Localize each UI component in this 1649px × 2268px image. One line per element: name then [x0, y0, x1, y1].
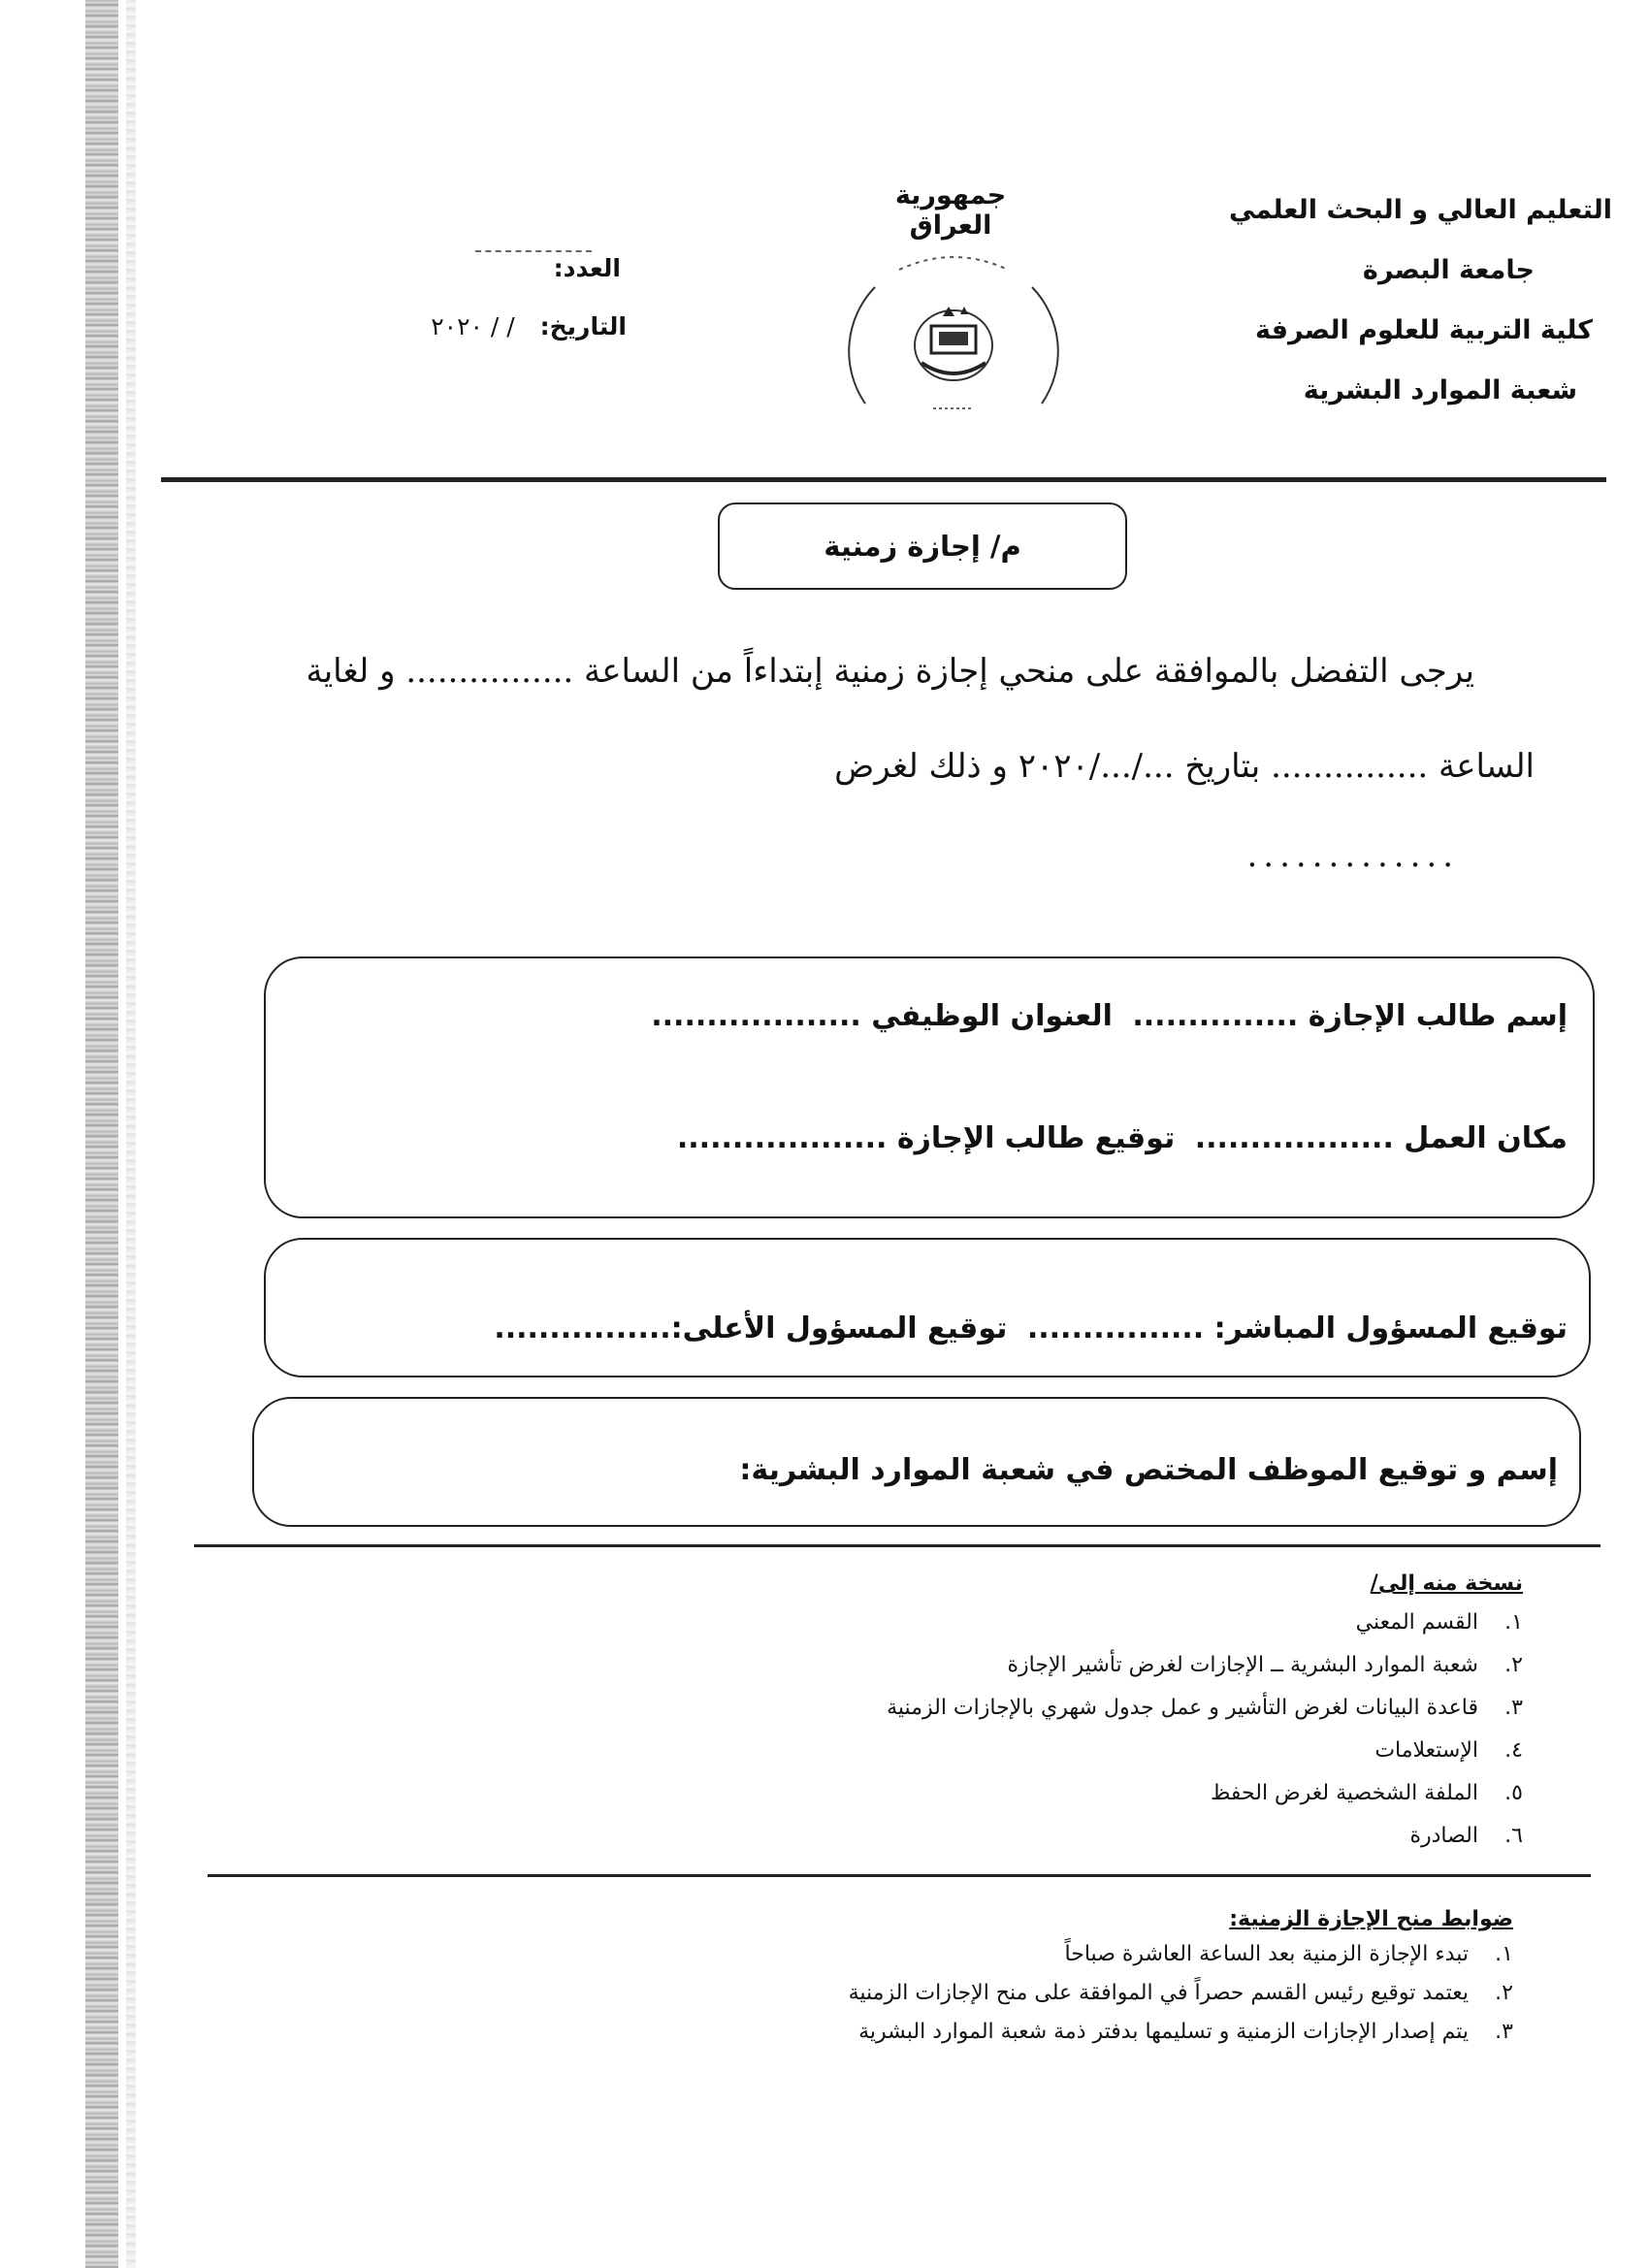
supervisor-row: [287, 1312, 1568, 1345]
applicant-row-2: [287, 1121, 1568, 1155]
direct-supervisor-signature-field[interactable]: توقيع المسؤول المباشر: ................: [1026, 1312, 1568, 1345]
section-divider: [194, 1544, 1600, 1547]
university-seal-logo: [846, 248, 1061, 419]
rules-divider: [208, 1874, 1591, 1877]
applicant-name-field[interactable]: إسم طالب الإجازة ...............: [1132, 999, 1568, 1033]
ministry-header: [1069, 180, 1612, 421]
applicant-box: [264, 956, 1595, 1218]
date-label: التاريخ:: [539, 312, 627, 340]
date-row: [384, 312, 627, 340]
applicant-row-1: [287, 999, 1568, 1033]
header-divider: [161, 477, 1606, 482]
list-item: ١.تبدء الإجازة الزمنية بعد الساعة العاشرة صباحاً: [1064, 1942, 1513, 1966]
list-item: ٣.قاعدة البيانات لغرض التأشير و عمل جدول شهري بالإجازات الزمنية: [887, 1696, 1523, 1720]
applicant-signature-field[interactable]: توقيع طالب الإجازة ...................: [676, 1121, 1176, 1155]
hr-signature-field[interactable]: إسم و توقيع الموظف المختص في شعبة الموارد البشرية:: [739, 1453, 1558, 1487]
supervisor-box: [264, 1238, 1591, 1377]
college-line: كلية التربية للعلوم الصرفة: [1254, 315, 1593, 345]
form-title: م/ إجازة زمنية: [718, 502, 1127, 590]
date-value: / / ٢٠٢٠: [431, 312, 515, 340]
hr-box: [252, 1397, 1581, 1527]
rules-section: [640, 1907, 1513, 2052]
list-item: ٦.الصادرة: [1409, 1824, 1523, 1848]
university-line: جامعة البصرة: [1362, 255, 1535, 285]
scan-edge-shadow: [85, 0, 118, 2268]
workplace-field[interactable]: مكان العمل ..................: [1194, 1121, 1568, 1155]
list-item: ٥.الملفة الشخصية لغرض الحفظ: [1211, 1781, 1523, 1805]
ministry-line: التعليم العالي و البحث العلمي: [1228, 195, 1612, 225]
higher-supervisor-signature-field[interactable]: توقيع المسؤول الأعلى:................: [494, 1312, 1008, 1345]
rules-heading: ضوابط منح الإجازة الزمنية:: [1229, 1907, 1513, 1931]
request-line-1: يرجى التفضل بالموافقة على منحي إجازة زمنية إبتداءاً من الساعة ................ و لغاية: [306, 652, 1474, 691]
copies-section: [650, 1571, 1523, 1858]
list-item: ١.القسم المعني: [1355, 1610, 1523, 1635]
scan-edge-shadow-inner: [126, 0, 136, 2268]
list-item: ٣.يتم إصدار الإجازات الزمنية و تسليمها بدفتر ذمة شعبة الموارد البشرية: [858, 2020, 1513, 2044]
job-title-field[interactable]: العنوان الوظيفي ...................: [651, 999, 1113, 1033]
list-item: ٤.الإستعلامات: [1374, 1738, 1523, 1763]
request-line-2: الساعة ............... بتاريخ .../.../٢٠٢٠ و ذلك لغرض: [834, 747, 1535, 786]
number-line: [475, 250, 592, 252]
list-item: ٢.يعتمد توقيع رئيس القسم حصراً في الموافقة على منح الإجازات الزمنية: [848, 1981, 1513, 2005]
request-line-3: .............: [1246, 836, 1459, 875]
department-line: شعبة الموارد البشرية: [1303, 375, 1577, 405]
list-item: ٢.شعبة الموارد البشرية ــ الإجازات لغرض تأشير الإجازة: [1007, 1653, 1523, 1677]
number-label: العدد:: [553, 254, 621, 282]
copies-heading: نسخة منه إلى/: [1370, 1571, 1523, 1596]
republic-title: جمهورية العراق: [894, 180, 1007, 241]
